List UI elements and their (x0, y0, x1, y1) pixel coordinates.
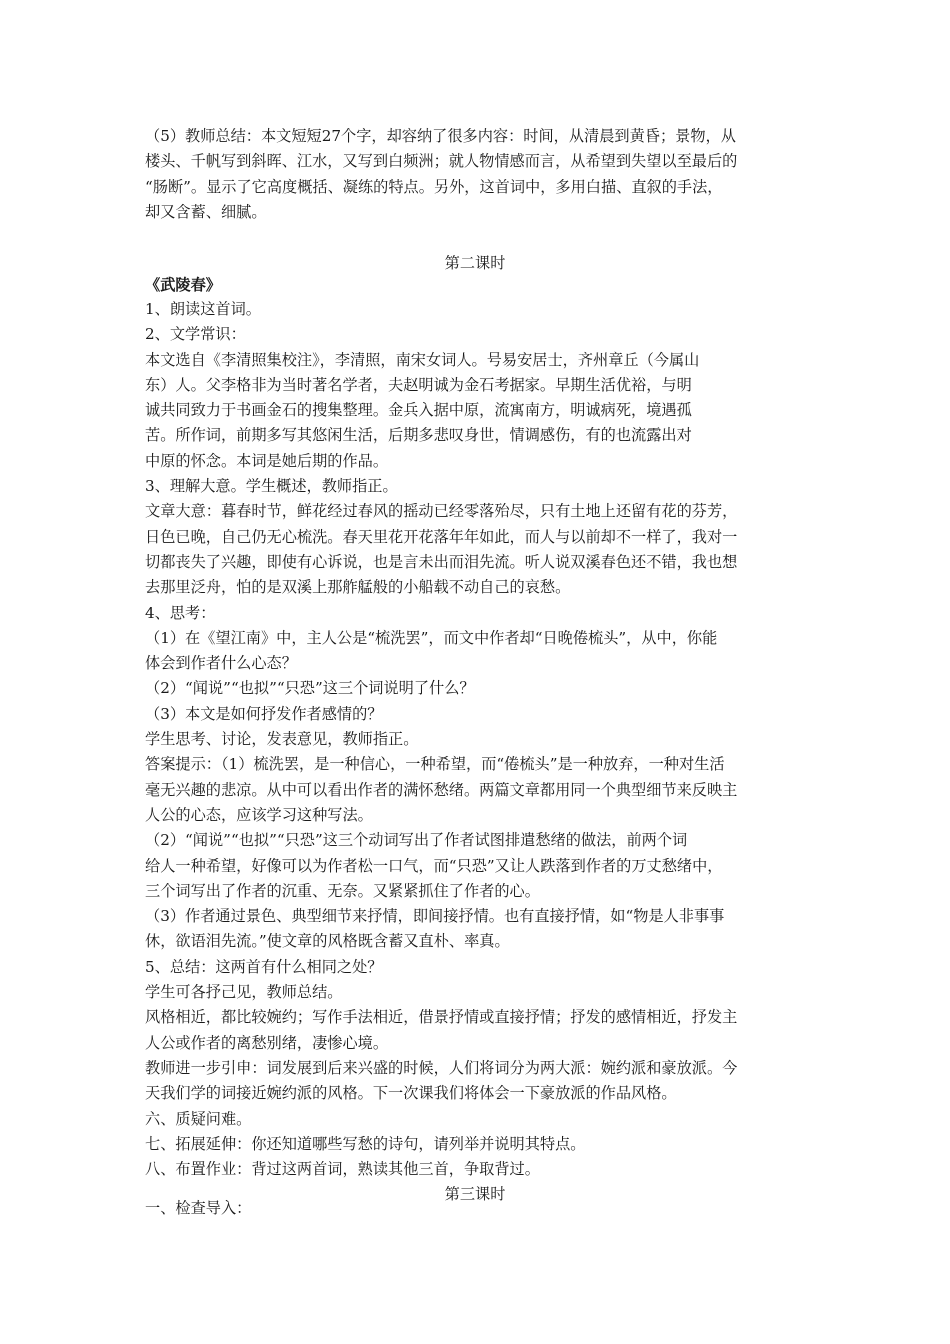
intro-line: 楼头、千帆写到斜晖、江水，又写到白频洲；就人物情感而言，从希望到失望以至最后的 (145, 152, 738, 171)
body-line: 天我们学的词接近婉约派的风格。下一次课我们将体会一下豪放派的作品风格。 (145, 1084, 677, 1103)
body-line: 苦。所作词，前期多写其悠闲生活，后期多悲叹身世，情调感伤，有的也流露出对 (145, 426, 692, 445)
body-line: 去那里泛舟，怕的是双溪上那舴艋般的小船载不动自己的哀愁。 (145, 578, 571, 597)
lesson-2-heading: 第二课时 (444, 254, 506, 272)
body-line: 教师进一步引申：词发展到后来兴盛的时候，人们将词分为两大派：婉约派和豪放派。今 (145, 1058, 738, 1077)
body-line: 文章大意：暮春时节，鲜花经过春风的摇动已经零落殆尽，只有土地上还留有花的芬芳， (145, 502, 738, 521)
body-line: （3）作者通过景色、典型细节来抒情，即间接抒情。也有直接抒情，如“物是人非事事 (145, 907, 725, 926)
body-line: 人公或作者的离愁别绪，凄惨心境。 (145, 1033, 388, 1052)
body-line: 三个词写出了作者的沉重、无奈。又紧紧抓住了作者的心。 (145, 881, 540, 900)
body-line: 3、理解大意。学生概述，教师指正。 (145, 477, 398, 496)
body-line: 六、质疑问难。 (145, 1109, 252, 1128)
body-line: 中原的怀念。本词是她后期的作品。 (145, 451, 388, 470)
body-line: （3）本文是如何抒发作者感情的？ (145, 704, 383, 723)
body-line: 2、文学常识： (145, 325, 246, 344)
intro-line: “肠断”。显示了它高度概括、凝练的特点。另外，这首词中，多用白描、直叙的手法， (145, 177, 723, 196)
body-line: 体会到作者什么心态？ (145, 654, 297, 673)
body-line: 东）人。父李格非为当时著名学者，夫赵明诚为金石考据家。早期生活优裕，与明 (145, 375, 692, 394)
body-line: 休，欲语泪先流。”使文章的风格既含蓄又直朴、率真。 (145, 932, 510, 951)
body-line: 毫无兴趣的悲凉。从中可以看出作者的满怀愁绪。两篇文章都用同一个典型细节来反映主 (145, 780, 738, 799)
body-line: 七、拓展延伸：你还知道哪些写愁的诗句，请列举并说明其特点。 (145, 1134, 586, 1153)
body-line: 给人一种希望，好像可以为作者松一口气，而“只恐”又让人跌落到作者的万丈愁绪中， (145, 856, 723, 875)
body-line: 本文选自《李清照集校注》，李清照，南宋女词人。号易安居士，齐州章丘（今属山 (145, 350, 700, 369)
body-line: 风格相近，都比较婉约；写作手法相近，借景抒情或直接抒情；抒发的感情相近，抒发主 (145, 1008, 738, 1027)
intro-line: 却又含蓄、细腻。 (145, 202, 267, 221)
body-line: 八、布置作业：背过这两首词，熟读其他三首，争取背过。 (145, 1160, 540, 1179)
lesson-2-body (145, 297, 815, 1182)
body-line: 4、思考： (145, 603, 216, 622)
body-line: 学生可各抒己见，教师总结。 (145, 983, 343, 1002)
body-line: 5、总结：这两首有什么相同之处？ (145, 957, 383, 976)
body-line: 人公的心态，应该学习这种写法。 (145, 805, 373, 824)
body-line: 切都丧失了兴趣，即使有心诉说，也是言未出而泪先流。听人说双溪春色还不错，我也想 (145, 552, 738, 571)
intro-line: （5）教师总结：本文短短27个字，却容纳了很多内容：时间，从清晨到黄昏；景物，从 (145, 127, 736, 145)
body-line: （2）“闻说”“也拟”“只恐”这三个动词写出了作者试图排遣愁绪的做法，前两个词 (145, 831, 688, 850)
body-line: 1、朗读这首词。 (145, 300, 261, 318)
body-line: （2）“闻说”“也拟”“只恐”这三个词说明了什么？ (145, 679, 475, 698)
intro-paragraph (145, 124, 815, 225)
body-line: 诚共同致力于书画金石的搜集整理。金兵入据中原，流寓南方，明诚病死，境遇孤 (145, 401, 692, 420)
lesson-3-heading: 第三课时 (444, 1185, 506, 1203)
poem-title: 《武陵春》 (145, 276, 221, 294)
body-line: 答案提示：（1）梳洗罢，是一种信心，一种希望，而“倦梳头”是一种放弃，一种对生活 (145, 755, 725, 774)
body-line: 日色已晚，自己仍无心梳洗。春天里花开花落年年如此，而人与以前却不一样了，我对一 (145, 527, 738, 546)
body-line: （1）在《望江南》中，主人公是“梳洗罢”，而文中作者却“日晚倦梳头”，从中，你能 (145, 628, 718, 647)
lesson-3-first-line: 一、检查导入： (145, 1199, 252, 1217)
body-line: 学生思考、讨论，发表意见，教师指正。 (145, 730, 419, 749)
